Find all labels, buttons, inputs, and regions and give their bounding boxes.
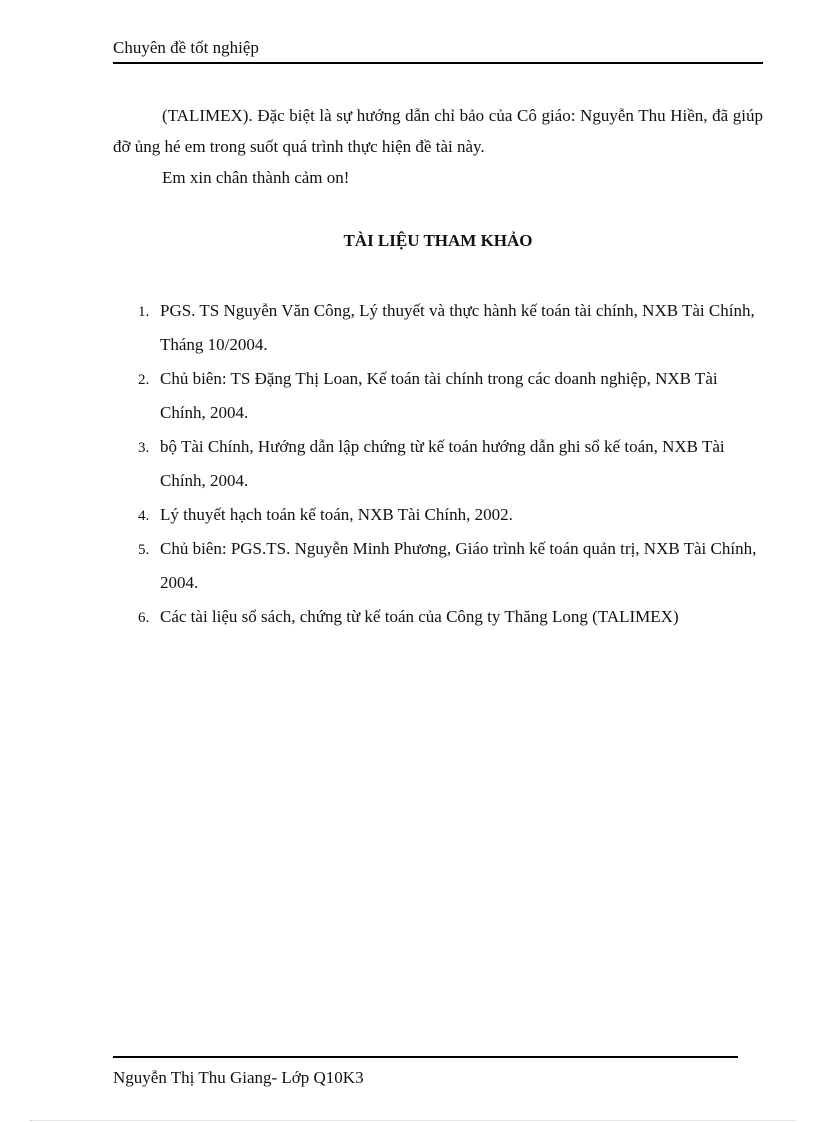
reference-number: 5. bbox=[138, 542, 150, 558]
reference-text: PGS. TS Nguyễn Văn Công, Lý thuyết và thực hành kế toán tài chính, NXB Tài Chính, Tháng 10/2004. bbox=[160, 301, 755, 354]
acknowledgement-paragraph: (TALIMEX). Đặc biệt là sự hướng dẫn chỉ bảo của Cô giáo: Nguyễn Thu Hiền, đã giúp đỡ ủng hé em trong suốt quá trình thực hiện đề tài này. bbox=[113, 106, 763, 156]
reference-text: Chủ biên: PGS.TS. Nguyễn Minh Phương, Giáo trình kế toán quản trị, NXB Tài Chính, 2004. bbox=[160, 539, 757, 592]
reference-text: Lý thuyết hạch toán kế toán, NXB Tài Chính, 2002. bbox=[160, 505, 513, 524]
thanks-line: Em xin chân thành cảm on! bbox=[162, 168, 350, 187]
page-header bbox=[113, 36, 763, 64]
references-heading: TÀI LIỆU THAM KHẢO bbox=[343, 231, 533, 250]
reference-item bbox=[113, 532, 763, 600]
reference-text: bộ Tài Chính, Hướng dẫn lập chứng từ kế toán hướng dẫn ghi sổ kế toán, NXB Tài Chính, 2004. bbox=[160, 437, 725, 490]
reference-item bbox=[113, 498, 763, 532]
reference-text: Chủ biên: TS Đặng Thị Loan, Kế toán tài chính trong các doanh nghiệp, NXB Tài Chính, 2004. bbox=[160, 369, 718, 422]
reference-item bbox=[113, 362, 763, 430]
header-title: Chuyên đề tốt nghiệp bbox=[113, 38, 259, 57]
reference-number: 1. bbox=[138, 304, 150, 320]
page-footer bbox=[113, 1056, 738, 1090]
reference-number: 6. bbox=[138, 610, 150, 626]
header-divider bbox=[113, 62, 763, 64]
footer-divider bbox=[113, 1056, 738, 1058]
reference-item bbox=[113, 430, 763, 498]
reference-number: 3. bbox=[138, 440, 150, 456]
reference-number: 4. bbox=[138, 508, 150, 524]
references-list bbox=[113, 294, 763, 634]
body-text bbox=[113, 100, 763, 193]
footer-author: Nguyễn Thị Thu Giang- Lớp Q10K3 bbox=[113, 1068, 364, 1087]
reference-number: 2. bbox=[138, 372, 150, 388]
reference-item bbox=[113, 294, 763, 362]
page-edge-divider bbox=[30, 1120, 796, 1121]
reference-item bbox=[113, 600, 763, 634]
reference-text: Các tài liệu sổ sách, chứng từ kế toán của Công ty Thăng Long (TALIMEX) bbox=[160, 607, 679, 626]
